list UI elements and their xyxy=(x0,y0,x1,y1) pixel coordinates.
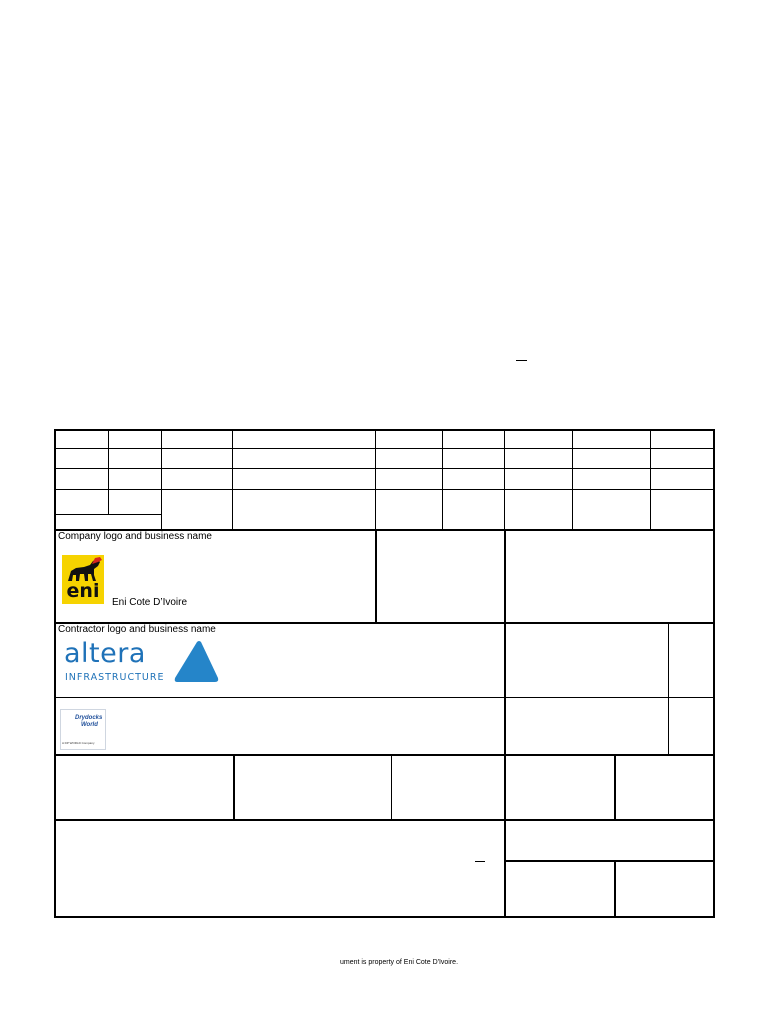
bottom-right-row-line xyxy=(505,860,715,862)
rev-col-line-4 xyxy=(375,429,376,530)
eni-logo xyxy=(62,555,104,604)
bottom-right-col-line xyxy=(614,861,616,918)
triangle-logo-icon xyxy=(174,640,220,684)
rev-row-line-1 xyxy=(54,448,715,449)
altera-logo-sub: INFRASTRUCTURE xyxy=(65,672,165,683)
lower-col-line-2 xyxy=(391,755,392,820)
rev-col-line-7 xyxy=(572,429,573,530)
lower-col-line-1 xyxy=(233,755,235,820)
rev-col-line-3 xyxy=(232,429,233,530)
eni-logo-text: eni xyxy=(66,580,100,602)
contractor-col-line-2 xyxy=(668,623,669,756)
drydocks-logo-line2: World xyxy=(81,722,98,728)
lower-row-line xyxy=(54,819,715,821)
contractor-logo-label: Contractor logo and business name xyxy=(58,624,216,635)
rev-col-line-6 xyxy=(504,429,505,530)
rev-row-line-2 xyxy=(54,468,715,469)
contractor-col-line-1 xyxy=(504,623,506,756)
lower-col-line-4 xyxy=(614,755,616,820)
contractor-row-line xyxy=(54,697,715,698)
rev-row-line-3 xyxy=(54,489,715,490)
drydocks-world-logo xyxy=(60,709,106,750)
rev-col-line-1 xyxy=(108,429,109,515)
rev-col-line-2 xyxy=(161,429,162,530)
drydocks-logo-line1: Drydocks xyxy=(75,715,103,721)
altera-logo xyxy=(64,638,224,686)
company-col-line-2 xyxy=(504,530,506,623)
company-logo-label: Company logo and business name xyxy=(58,531,212,542)
lower-col-line-3 xyxy=(504,755,506,918)
rev-col-line-5 xyxy=(442,429,443,530)
company-business-name: Eni Cote D’Ivoire xyxy=(112,597,188,608)
altera-logo-main: altera xyxy=(64,638,146,669)
footer-notice: ument is property of Eni Cote D'Ivoire. xyxy=(339,959,459,966)
company-col-line-1 xyxy=(375,530,377,623)
drydocks-logo-tag: A DP WORLD Company xyxy=(62,741,95,745)
rev-col-line-8 xyxy=(650,429,651,530)
